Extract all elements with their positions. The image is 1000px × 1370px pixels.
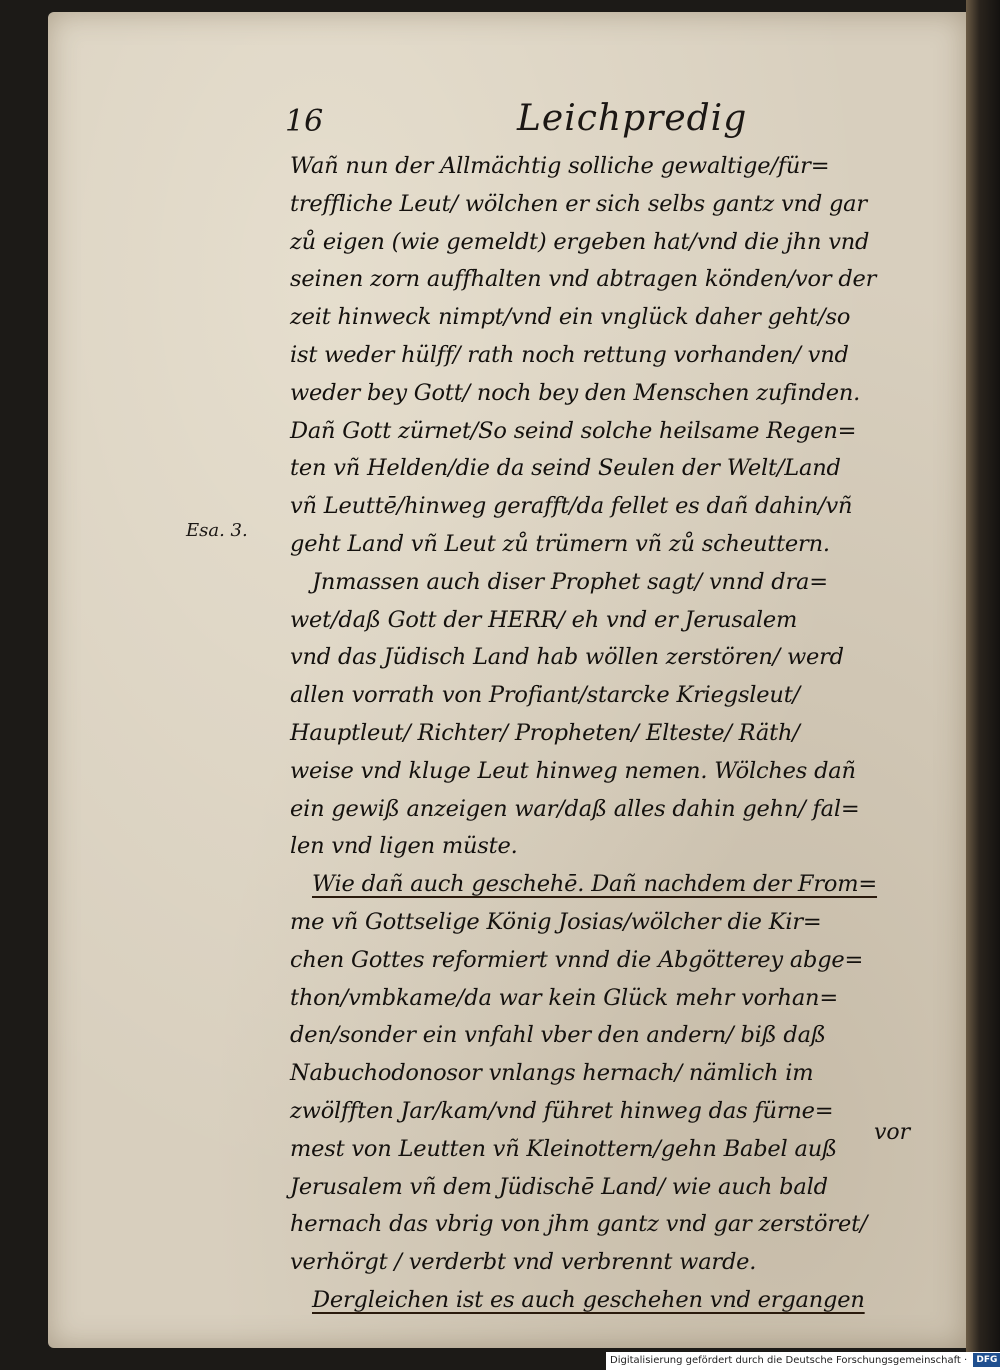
text-line: geht Land vñ Leut zů trümern vñ zů scheuttern. [290,530,830,557]
digitization-credit [606,1352,1000,1370]
text-line: ist weder hülff/ rath noch rettung vorhanden/ vnd [290,341,849,368]
catchword: vor [874,1120,911,1145]
text-line: mest von Leutten vñ Kleinottern/gehn Babel auß [290,1135,837,1162]
credit-text: Digitalisierung gefördert durch die Deutsche Forschungsgemeinschaft · [610,1355,968,1366]
text-line: ein gewiß anzeigen war/daß alles dahin gehn/ fal= [290,795,860,822]
page-header [285,98,925,148]
running-head: Leichpredig [517,98,748,139]
text-line: zeit hinweck nimpt/vnd ein vnglück daher geht/so [290,304,851,331]
text-line: treffliche Leut/ wölchen er sich selbs gantz vnd gar [290,190,867,217]
dfg-logo-icon: DFG [973,1353,1000,1367]
text-line: me vñ Gottselige König Josias/wölcher die Kir= [290,908,822,935]
text-line-underlined: Dergleichen ist es auch geschehen vnd ergangen [312,1286,865,1313]
text-line: wet/daß Gott der HERR/ eh vnd er Jerusalem [290,606,798,633]
text-line: Jerusalem vñ dem Jüdischē Land/ wie auch bald [290,1173,828,1200]
text-line: verhörgt / verderbt vnd verbrennt warde. [290,1249,757,1276]
text-line: thon/vmbkame/da war kein Glück mehr vorhan= [290,984,838,1011]
page-number: 16 [285,104,324,139]
body-text [290,148,940,1320]
text-line: seinen zorn auffhalten vnd abtragen könden/vor der [290,266,877,293]
text-line: den/sonder ein vnfahl vber den andern/ biß daß [290,1022,826,1049]
text-line: Dañ Gott zürnet/So seind solche heilsame Regen= [290,417,857,444]
text-line: hernach das vbrig von jhm gantz vnd gar zerstöret/ [290,1211,868,1238]
text-line: weder bey Gott/ noch bey den Menschen zufinden. [290,379,861,406]
text-line: weise vnd kluge Leut hinweg nemen. Wölches dañ [290,757,856,784]
text-line: ten vñ Helden/die da seind Seulen der Welt/Land [290,455,841,482]
text-line: Nabuchodonosor vnlangs hernach/ nämlich im [290,1060,814,1087]
text-line: chen Gottes reformiert vnnd die Abgötterey abge= [290,946,864,973]
text-line: zů eigen (wie gemeldt) ergeben hat/vnd die jhn vnd [290,228,870,255]
text-line: Jnmassen auch diser Prophet sagt/ vnnd dra= [312,568,828,595]
text-line: zwölfften Jar/kam/vnd führet hinweg das fürne= [290,1097,834,1124]
book-gutter [966,0,1000,1370]
text-line: vnd das Jüdisch Land hab wöllen zerstören/ werd [290,644,844,671]
text-line: Wañ nun der Allmächtig solliche gewaltige/für= [290,153,830,179]
text-line-underlined: Wie dañ auch geschehē. Dañ nachdem der From= [312,871,878,898]
text-line: vñ Leuttē/hinweg gerafft/da fellet es dañ dahin/vñ [290,493,853,520]
text-line: len vnd ligen müste. [290,833,518,860]
margin-note: Esa. 3. [186,520,248,541]
text-line: allen vorrath von Profiant/starcke Kriegsleut/ [290,682,800,709]
text-line: Hauptleut/ Richter/ Propheten/ Elteste/ Räth/ [290,719,800,746]
